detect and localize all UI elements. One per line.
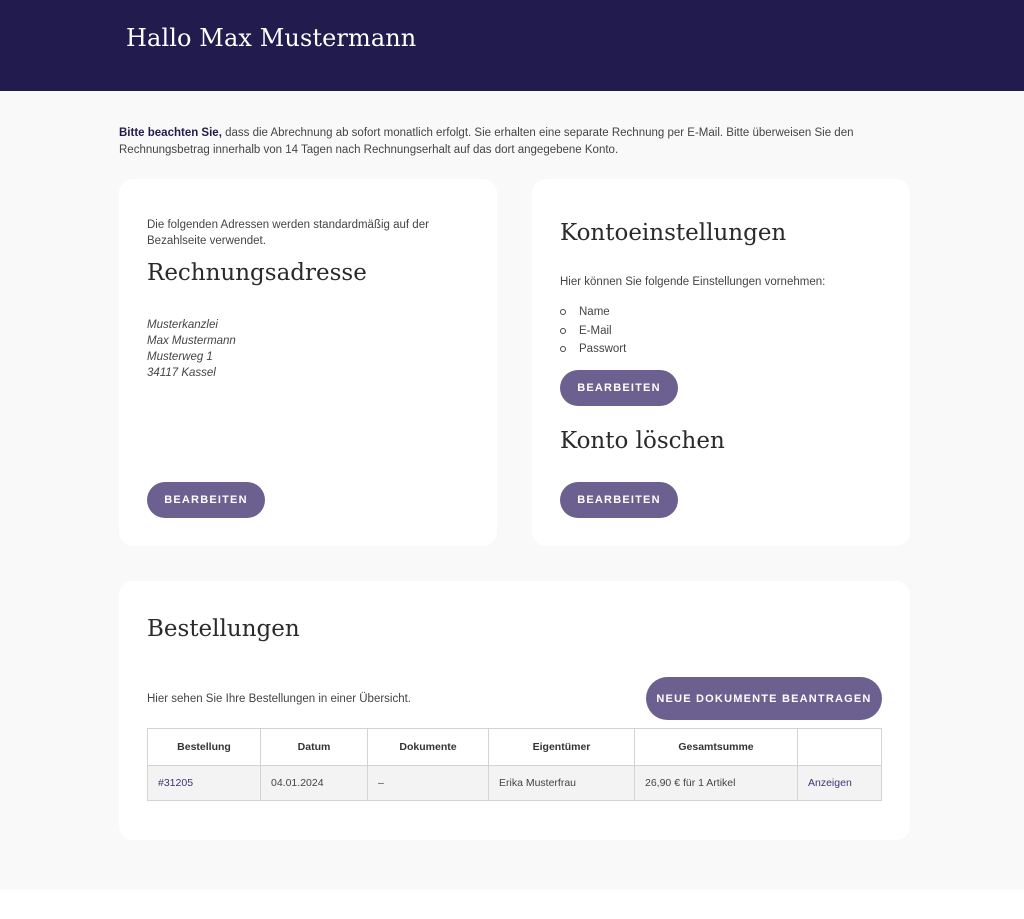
column-header-actions: [798, 729, 882, 766]
edit-billing-address-button[interactable]: BEARBEITEN: [147, 482, 265, 518]
list-item: [560, 303, 626, 322]
orders-table: [147, 728, 882, 801]
account-settings-list: [560, 303, 626, 359]
billing-notice: [119, 125, 919, 159]
main-content: [0, 91, 1024, 889]
list-item-label: Passwort: [579, 343, 627, 355]
orders-heading: Bestellungen: [147, 616, 300, 642]
billing-heading: Rechnungsadresse: [147, 260, 367, 286]
table-row: [148, 766, 882, 801]
edit-account-settings-button[interactable]: BEARBEITEN: [560, 370, 678, 406]
column-header-total[interactable]: Gesamtsumme: [635, 729, 798, 766]
billing-address: [147, 317, 236, 381]
list-item-label: E-Mail: [579, 324, 612, 337]
view-order-link[interactable]: Anzeigen: [808, 777, 852, 789]
orders-card: [119, 581, 910, 840]
greeting-title: Hallo Max Mustermann: [126, 24, 417, 52]
list-item: [560, 340, 626, 359]
account-settings-heading: Kontoeinstellungen: [560, 220, 787, 246]
table-header-row: [148, 729, 882, 766]
billing-address-card: [119, 179, 497, 546]
orders-intro: Hier sehen Sie Ihre Bestellungen in einer Übersicht.: [147, 693, 412, 705]
bullet-icon: [560, 328, 566, 334]
column-header-documents[interactable]: Dokumente: [368, 729, 489, 766]
account-settings-intro: Hier können Sie folgende Einstellungen vornehmen:: [560, 276, 826, 288]
order-action-cell: [798, 766, 882, 801]
order-number-link[interactable]: #31205: [158, 777, 194, 789]
request-new-documents-button[interactable]: NEUE DOKUMENTE BEANTRAGEN: [646, 677, 882, 720]
order-owner-cell: Erika Musterfrau: [489, 766, 635, 801]
order-total-cell: 26,90 € für 1 Artikel: [635, 766, 798, 801]
order-documents-cell: –: [368, 766, 489, 801]
order-number-cell: [148, 766, 261, 801]
account-settings-card: [532, 179, 910, 546]
address-line-street: Musterweg 1: [147, 351, 213, 363]
list-item: [560, 322, 626, 341]
address-line-company: Musterkanzlei: [147, 319, 218, 331]
column-header-order[interactable]: Bestellung: [148, 729, 261, 766]
delete-account-heading: Konto löschen: [560, 428, 725, 454]
delete-account-button[interactable]: BEARBEITEN: [560, 482, 678, 518]
column-header-date[interactable]: Datum: [261, 729, 368, 766]
notice-text: dass die Abrechnung ab sofort monatlich erfolgt. Sie erhalten eine separate Rechnung per E-Mail. Bitte überweisen Sie den Rechnungsbetrag innerhalb von 14 Tagen nach Rechnungserhalt auf das dort angegebene Konto.: [119, 127, 854, 156]
order-date-cell: 04.01.2024: [261, 766, 368, 801]
notice-bold: Bitte beachten Sie,: [119, 127, 222, 139]
bullet-icon: [560, 346, 566, 352]
address-line-city: 34117 Kassel: [147, 367, 216, 379]
list-item-label: Name: [579, 306, 610, 318]
bullet-icon: [560, 309, 566, 315]
address-line-name: Max Mustermann: [147, 335, 236, 347]
column-header-owner[interactable]: Eigentümer: [489, 729, 635, 766]
billing-intro: Die folgenden Adressen werden standardmäßig auf der Bezahlseite verwendet.: [147, 219, 429, 247]
top-bar: [0, 0, 1024, 91]
